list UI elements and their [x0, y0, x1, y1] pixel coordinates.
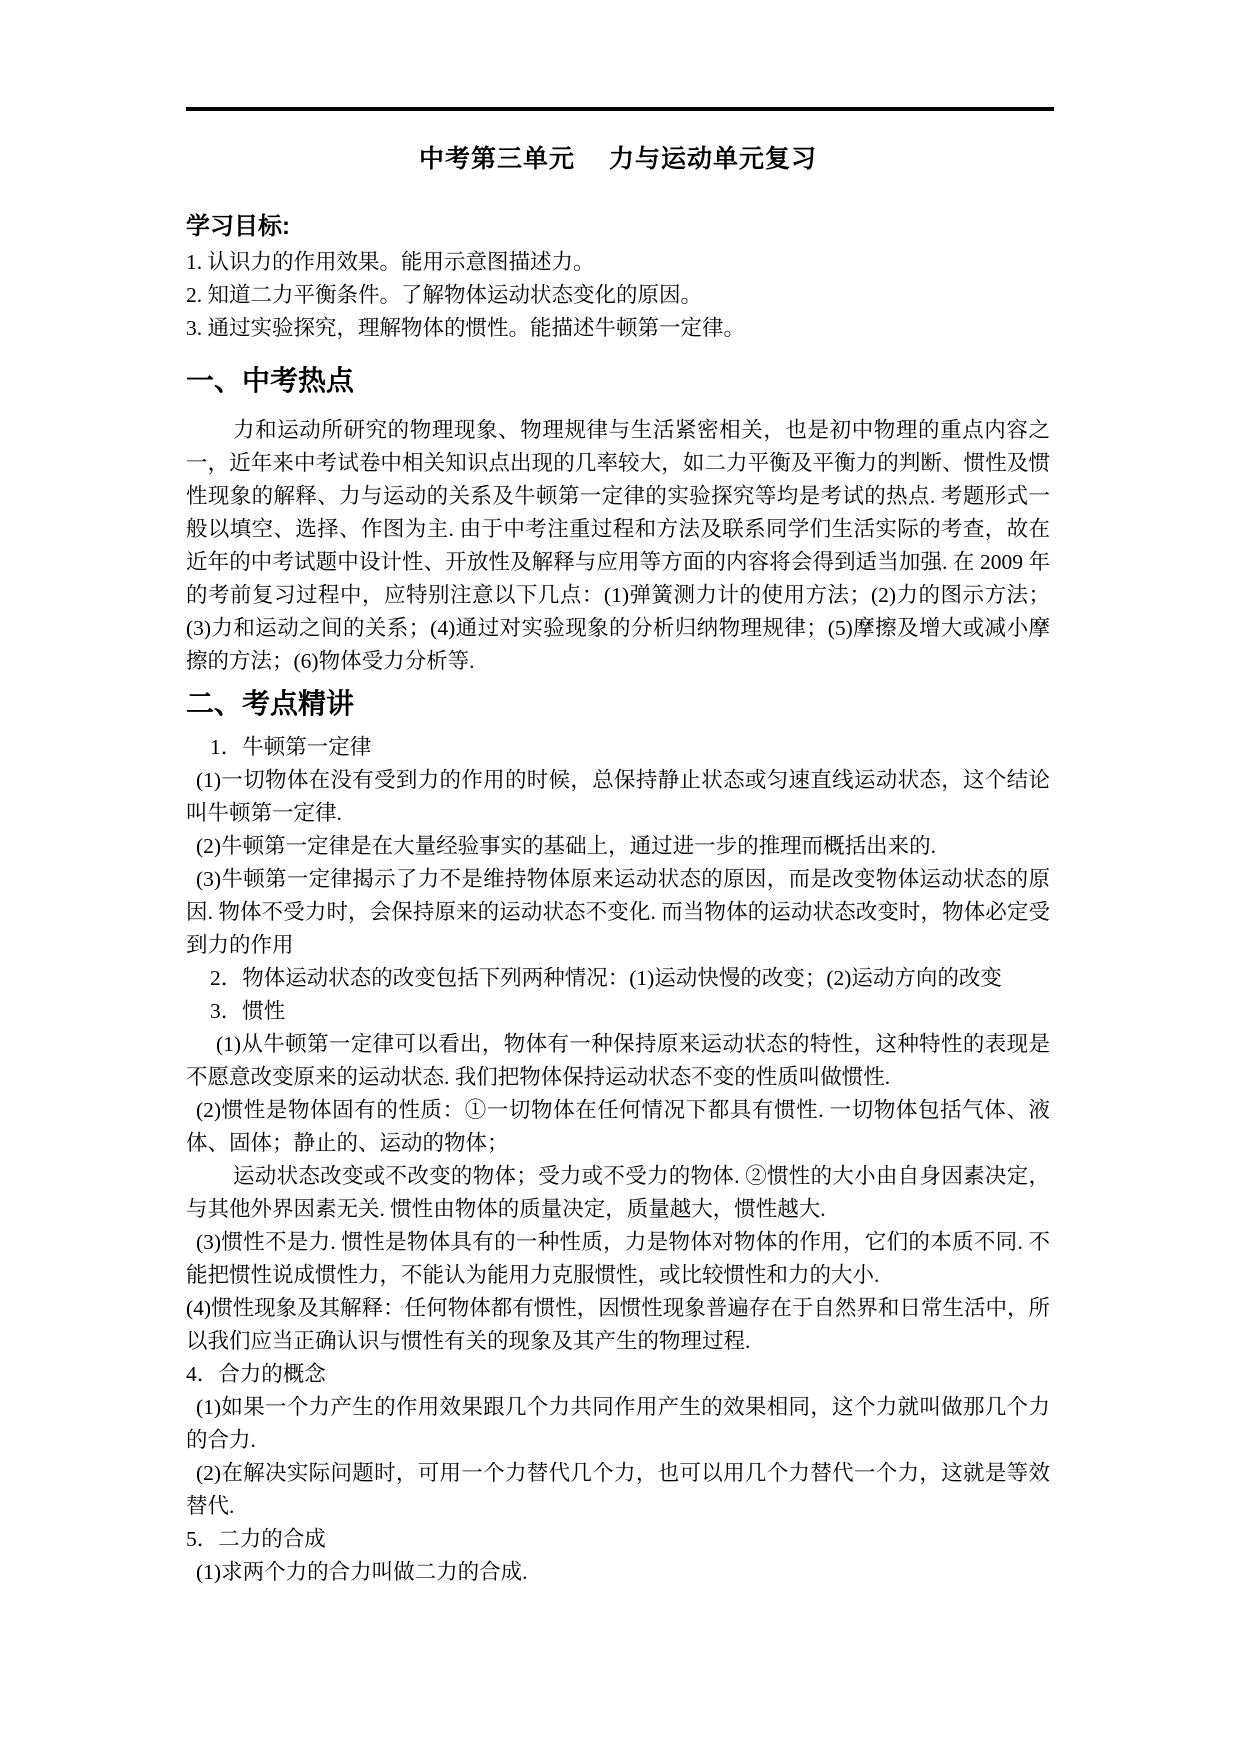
- kp-item-resultant-force-2: (2)在解决实际问题时，可用一个力替代几个力，也可以用几个力替代一个力，这就是等效替代.: [186, 1461, 1050, 1518]
- kp-item-inertia-title: 3．惯性: [210, 999, 286, 1023]
- kp-item-motion-state-change: 2．物体运动状态的改变包括下列两种情况：(1)运动快慢的改变；(2)运动方向的改变: [210, 966, 1002, 990]
- objectives-section: [186, 210, 1050, 345]
- objective-item-2: 2. 知道二力平衡条件。了解物体运动状态变化的原因。: [186, 283, 703, 307]
- kp-item-inertia-3: (3)惯性不是力. 惯性是物体具有的一种性质，力是物体对物体的作用，它们的本质不同. 不能把惯性说成惯性力，不能认为能用力克服惯性，或比较惯性和力的大小.: [186, 1230, 1050, 1287]
- kp-item-newton-law-3: (3)牛顿第一定律揭示了力不是维持物体原来运动状态的原因，而是改变物体运动状态的原因. 物体不受力时，会保持原来的运动状态不变化. 而当物体的运动状态改变时，物体必定受到力的作用: [186, 867, 1050, 957]
- page-title: 中考第三单元 力与运动单元复习: [419, 145, 817, 173]
- objective-item-3: 3. 通过实验探究，理解物体的惯性。能描述牛顿第一定律。: [186, 316, 746, 340]
- section-2-heading: 二、考点精讲: [186, 688, 355, 719]
- kp-item-inertia-2-cont: 运动状态改变或不改变的物体；受力或不受力的物体. ②惯性的大小由自身因素决定，与其他外界因素无关. 惯性由物体的质量决定，质量越大，惯性越大.: [186, 1164, 1050, 1221]
- kp-item-resultant-force-1: (1)如果一个力产生的作用效果跟几个力共同作用产生的效果相同，这个力就叫做那几个力的合力.: [186, 1395, 1050, 1452]
- kp-item-newton-law-title: 1．牛顿第一定律: [210, 735, 372, 759]
- objective-item-1: 1. 认识力的作用效果。能用示意图描述力。: [186, 250, 595, 274]
- kp-item-newton-law-2: (2)牛顿第一定律是在大量经验事实的基础上，通过进一步的推理而概括出来的.: [196, 834, 936, 858]
- kp-item-inertia-1: (1)从牛顿第一定律可以看出，物体有一种保持原来运动状态的特性，这种特性的表现是不愿意改变原来的运动状态. 我们把物体保持运动状态不变的性质叫做惯性.: [186, 1032, 1050, 1089]
- kp-item-resultant-force-title: 4．合力的概念: [186, 1362, 326, 1386]
- kp-item-inertia-4: (4)惯性现象及其解释：任何物体都有惯性，因惯性现象普遍存在于自然界和日常生活中，所以我们应当正确认识与惯性有关的现象及其产生的物理过程.: [186, 1296, 1050, 1353]
- key-points-section: [186, 731, 1050, 1589]
- kp-item-inertia-2: (2)惯性是物体固有的性质：①一切物体在任何情况下都具有惯性. 一切物体包括气体、液体、固体；静止的、运动的物体；: [186, 1098, 1050, 1155]
- kp-item-newton-law-1: (1)一切物体在没有受到力的作用的时候，总保持静止状态或匀速直线运动状态，这个结论叫牛顿第一定律.: [186, 768, 1050, 825]
- exam-hotspot-paragraph: 力和运动所研究的物理现象、物理规律与生活紧密相关，也是初中物理的重点内容之一，近年来中考试卷中相关知识点出现的几率较大，如二力平衡及平衡力的判断、惯性及惯性现象的解释、力与运动的关系及牛顿第一定律的实验探究等均是考试的热点. 考题形式一般以填空、选择、作图为主. 由于中考注重过程和方法及联系同学们生活实际的考查，故在近年的中考试题中设计性、开放性及解释与应用等方面的内容将会得到适当加强. 在 2009 年的考前复习过程中，应特别注意以下几点：(1)弹簧测力计的使用方法；(2)力的图示方法；(3)力和运动之间的关系；(4)通过对实验现象的分析归纳物理规律；(5)摩擦及增大或减小摩擦的方法；(6)物体受力分析等.: [186, 418, 1050, 673]
- kp-item-force-composition-title: 5．二力的合成: [186, 1527, 326, 1551]
- kp-item-force-composition-1: (1)求两个力的合力叫做二力的合成.: [196, 1560, 528, 1584]
- objectives-heading: 学习目标:: [186, 213, 290, 240]
- section-1-heading: 一、中考热点: [186, 365, 355, 396]
- top-rule: [186, 107, 1054, 111]
